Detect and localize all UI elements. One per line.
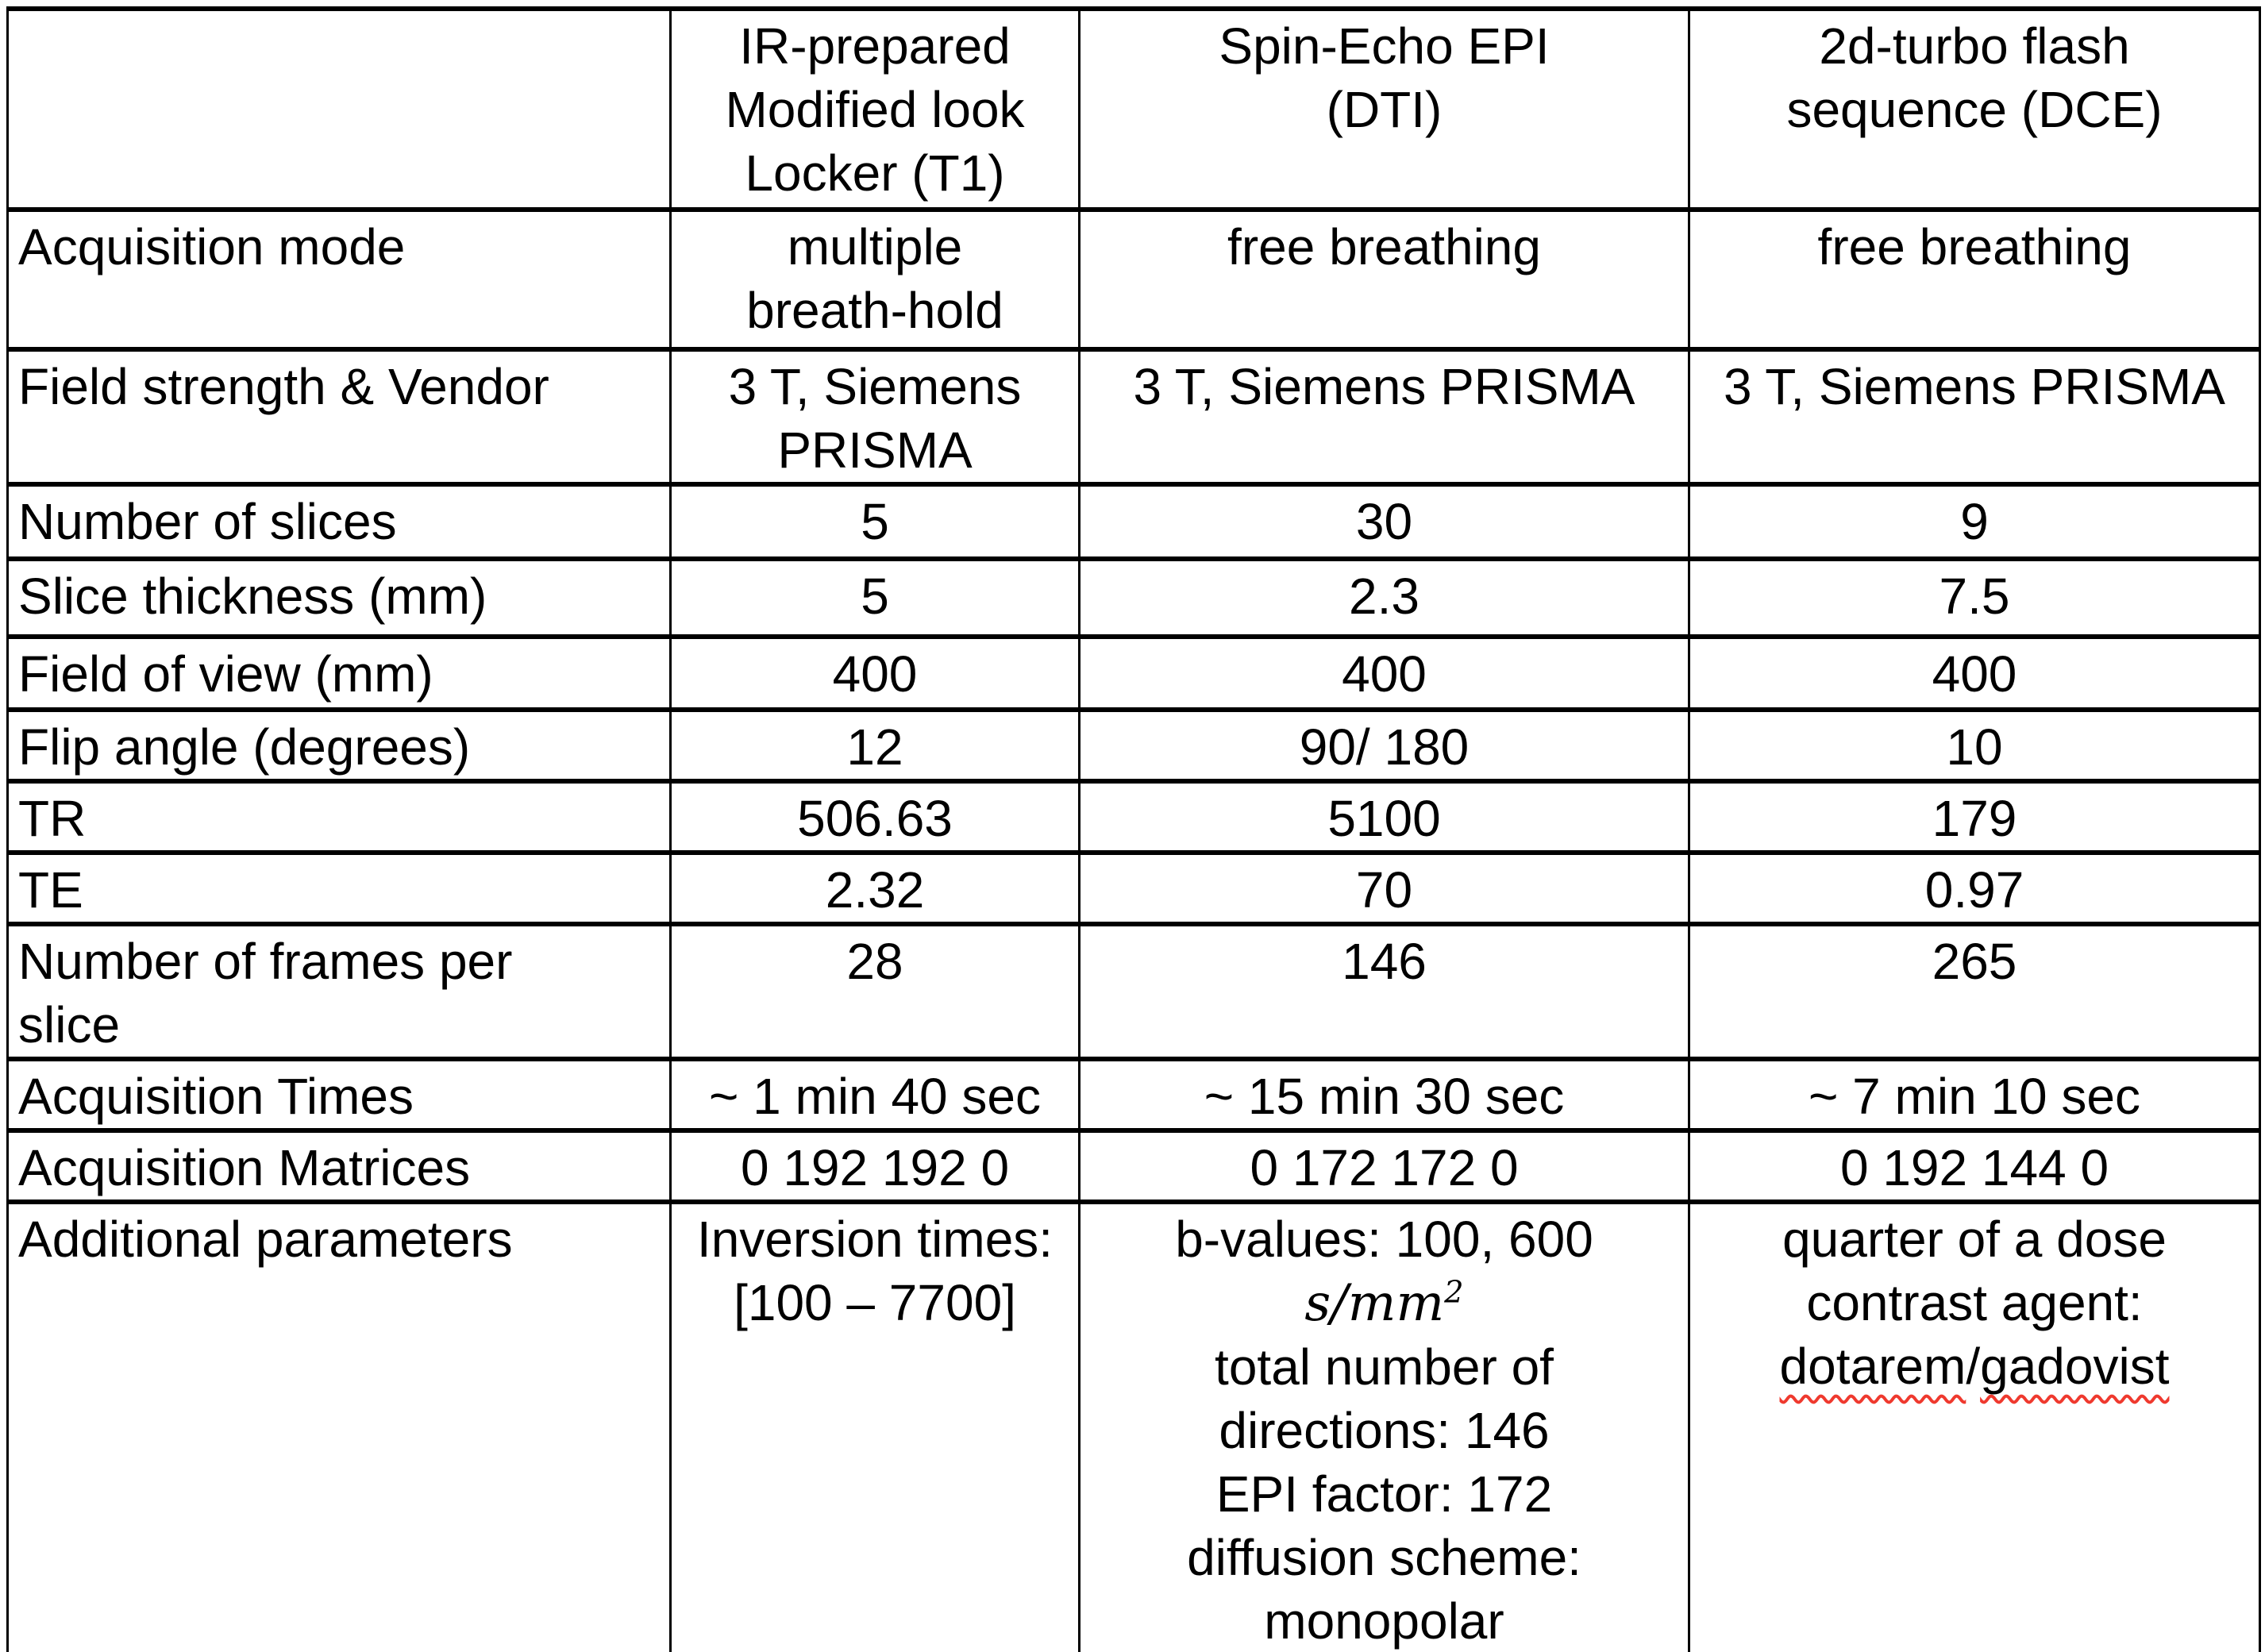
corner-cell [8,9,671,210]
table-row-flip-angle [8,710,2260,781]
value-acquisition-mode-dti: free breathing [1080,210,1689,349]
row-label-frames-per-slice [8,924,671,1059]
row-label-acquisition-mode: Acquisition mode [8,210,671,349]
row-label-additional-parameters: Additional parameters [8,1202,671,1652]
value-field-strength-dti: 3 T, Siemens PRISMA [1080,349,1689,484]
header-line: (DTI) [1326,81,1443,138]
value-tr-t1: 506.63 [671,781,1080,853]
value-acquisition-mode-t1 [671,210,1080,349]
row-label-flip-angle: Flip angle (degrees) [8,710,671,781]
value-flip-angle-dce: 10 [1689,710,2260,781]
column-header-dce [1689,9,2260,210]
header-row [8,9,2260,210]
table-row-additional-parameters [8,1202,2260,1652]
math-exponent: 2 [1444,1274,1464,1311]
value-line: contrast agent: [1806,1274,2143,1331]
value-number-of-slices-dce: 9 [1689,484,2260,559]
value-te-dce: 0.97 [1689,853,2260,924]
column-header-t1 [671,9,1080,210]
value-tr-dti: 5100 [1080,781,1689,853]
table-row-te [8,853,2260,924]
header-line: Locker (T1) [745,144,1005,202]
value-additional-parameters-dti [1080,1202,1689,1652]
value-te-t1: 2.32 [671,853,1080,924]
value-number-of-slices-t1: 5 [671,484,1080,559]
math-line [1090,1271,1678,1335]
row-label-acquisition-matrices: Acquisition Matrices [8,1130,671,1202]
value-te-dti: 70 [1080,853,1689,924]
value-slice-thickness-dce: 7.5 [1689,559,2260,637]
value-line: breath-hold [746,282,1003,339]
value-acquisition-times-t1: ~ 1 min 40 sec [671,1059,1080,1130]
value-line: PRISMA [777,422,973,479]
table-row-field-strength [8,349,2260,484]
table-row-acquisition-times [8,1059,2260,1130]
value-acquisition-times-dce: ~ 7 min 10 sec [1689,1059,2260,1130]
table-row-acquisition-matrices [8,1130,2260,1202]
value-frames-per-slice-dce: 265 [1689,924,2260,1059]
value-line: [100 – 7700] [734,1274,1016,1331]
label-line: Number of frames per [18,933,513,990]
table-row-tr [8,781,2260,853]
header-line: Spin-Echo EPI [1219,17,1550,75]
header-line: IR-prepared [739,17,1011,75]
spellcheck-word-dotarem: dotarem [1779,1338,1966,1395]
value-number-of-slices-dti: 30 [1080,484,1689,559]
units-s-per-mm2: $s/mm^2$ [1304,1274,1464,1333]
row-label-acquisition-times: Acquisition Times [8,1059,671,1130]
spellcheck-word-gadovist: gadovist [1980,1338,2170,1395]
value-frames-per-slice-dti: 146 [1080,924,1689,1059]
row-label-number-of-slices: Number of slices [8,484,671,559]
value-line: 3 T, Siemens [728,358,1022,415]
table-row-slice-thickness [8,559,2260,637]
header-line: sequence (DCE) [1786,81,2163,138]
value-frames-per-slice-t1: 28 [671,924,1080,1059]
value-flip-angle-dti: 90/ 180 [1080,710,1689,781]
value-line: diffusion scheme: [1187,1529,1581,1586]
label-line: slice [18,996,121,1053]
value-acquisition-matrices-dce: 0 192 144 0 [1689,1130,2260,1202]
value-acquisition-matrices-dti: 0 172 172 0 [1080,1130,1689,1202]
value-field-of-view-t1: 400 [671,637,1080,710]
value-line: monopolar [1264,1592,1504,1650]
table-row-number-of-slices [8,484,2260,559]
value-additional-parameters-dce [1689,1202,2260,1652]
value-line: directions: 146 [1219,1402,1550,1459]
value-slice-thickness-t1: 5 [671,559,1080,637]
value-line: EPI factor: 172 [1215,1465,1553,1523]
value-line: multiple [787,218,963,275]
row-label-field-of-view: Field of view (mm) [8,637,671,710]
value-line: Inversion times: [696,1211,1054,1268]
row-label-te: TE [8,853,671,924]
table-row-field-of-view [8,637,2260,710]
value-additional-parameters-t1 [671,1202,1080,1652]
value-slice-thickness-dti: 2.3 [1080,559,1689,637]
mri-parameters-table [6,6,2261,1652]
row-label-tr: TR [8,781,671,853]
value-line: quarter of a dose [1782,1211,2167,1268]
slash-separator: / [1966,1338,1981,1395]
header-line: Modified look [725,81,1025,138]
value-field-strength-dce: 3 T, Siemens PRISMA [1689,349,2260,484]
value-field-of-view-dce: 400 [1689,637,2260,710]
row-label-slice-thickness: Slice thickness (mm) [8,559,671,637]
value-tr-dce: 179 [1689,781,2260,853]
row-label-field-strength: Field strength & Vendor [8,349,671,484]
value-line: total number of [1215,1338,1554,1396]
value-line: b-values: 100, 600 [1175,1211,1593,1268]
contrast-agents-line [1700,1334,2249,1398]
value-acquisition-mode-dce: free breathing [1689,210,2260,349]
table-row-frames-per-slice [8,924,2260,1059]
header-line: 2d-turbo flash [1819,17,2130,75]
value-flip-angle-t1: 12 [671,710,1080,781]
value-field-strength-t1 [671,349,1080,484]
column-header-dti [1080,9,1689,210]
value-acquisition-matrices-t1: 0 192 192 0 [671,1130,1080,1202]
value-acquisition-times-dti: ~ 15 min 30 sec [1080,1059,1689,1130]
value-field-of-view-dti: 400 [1080,637,1689,710]
table-row-acquisition-mode [8,210,2260,349]
